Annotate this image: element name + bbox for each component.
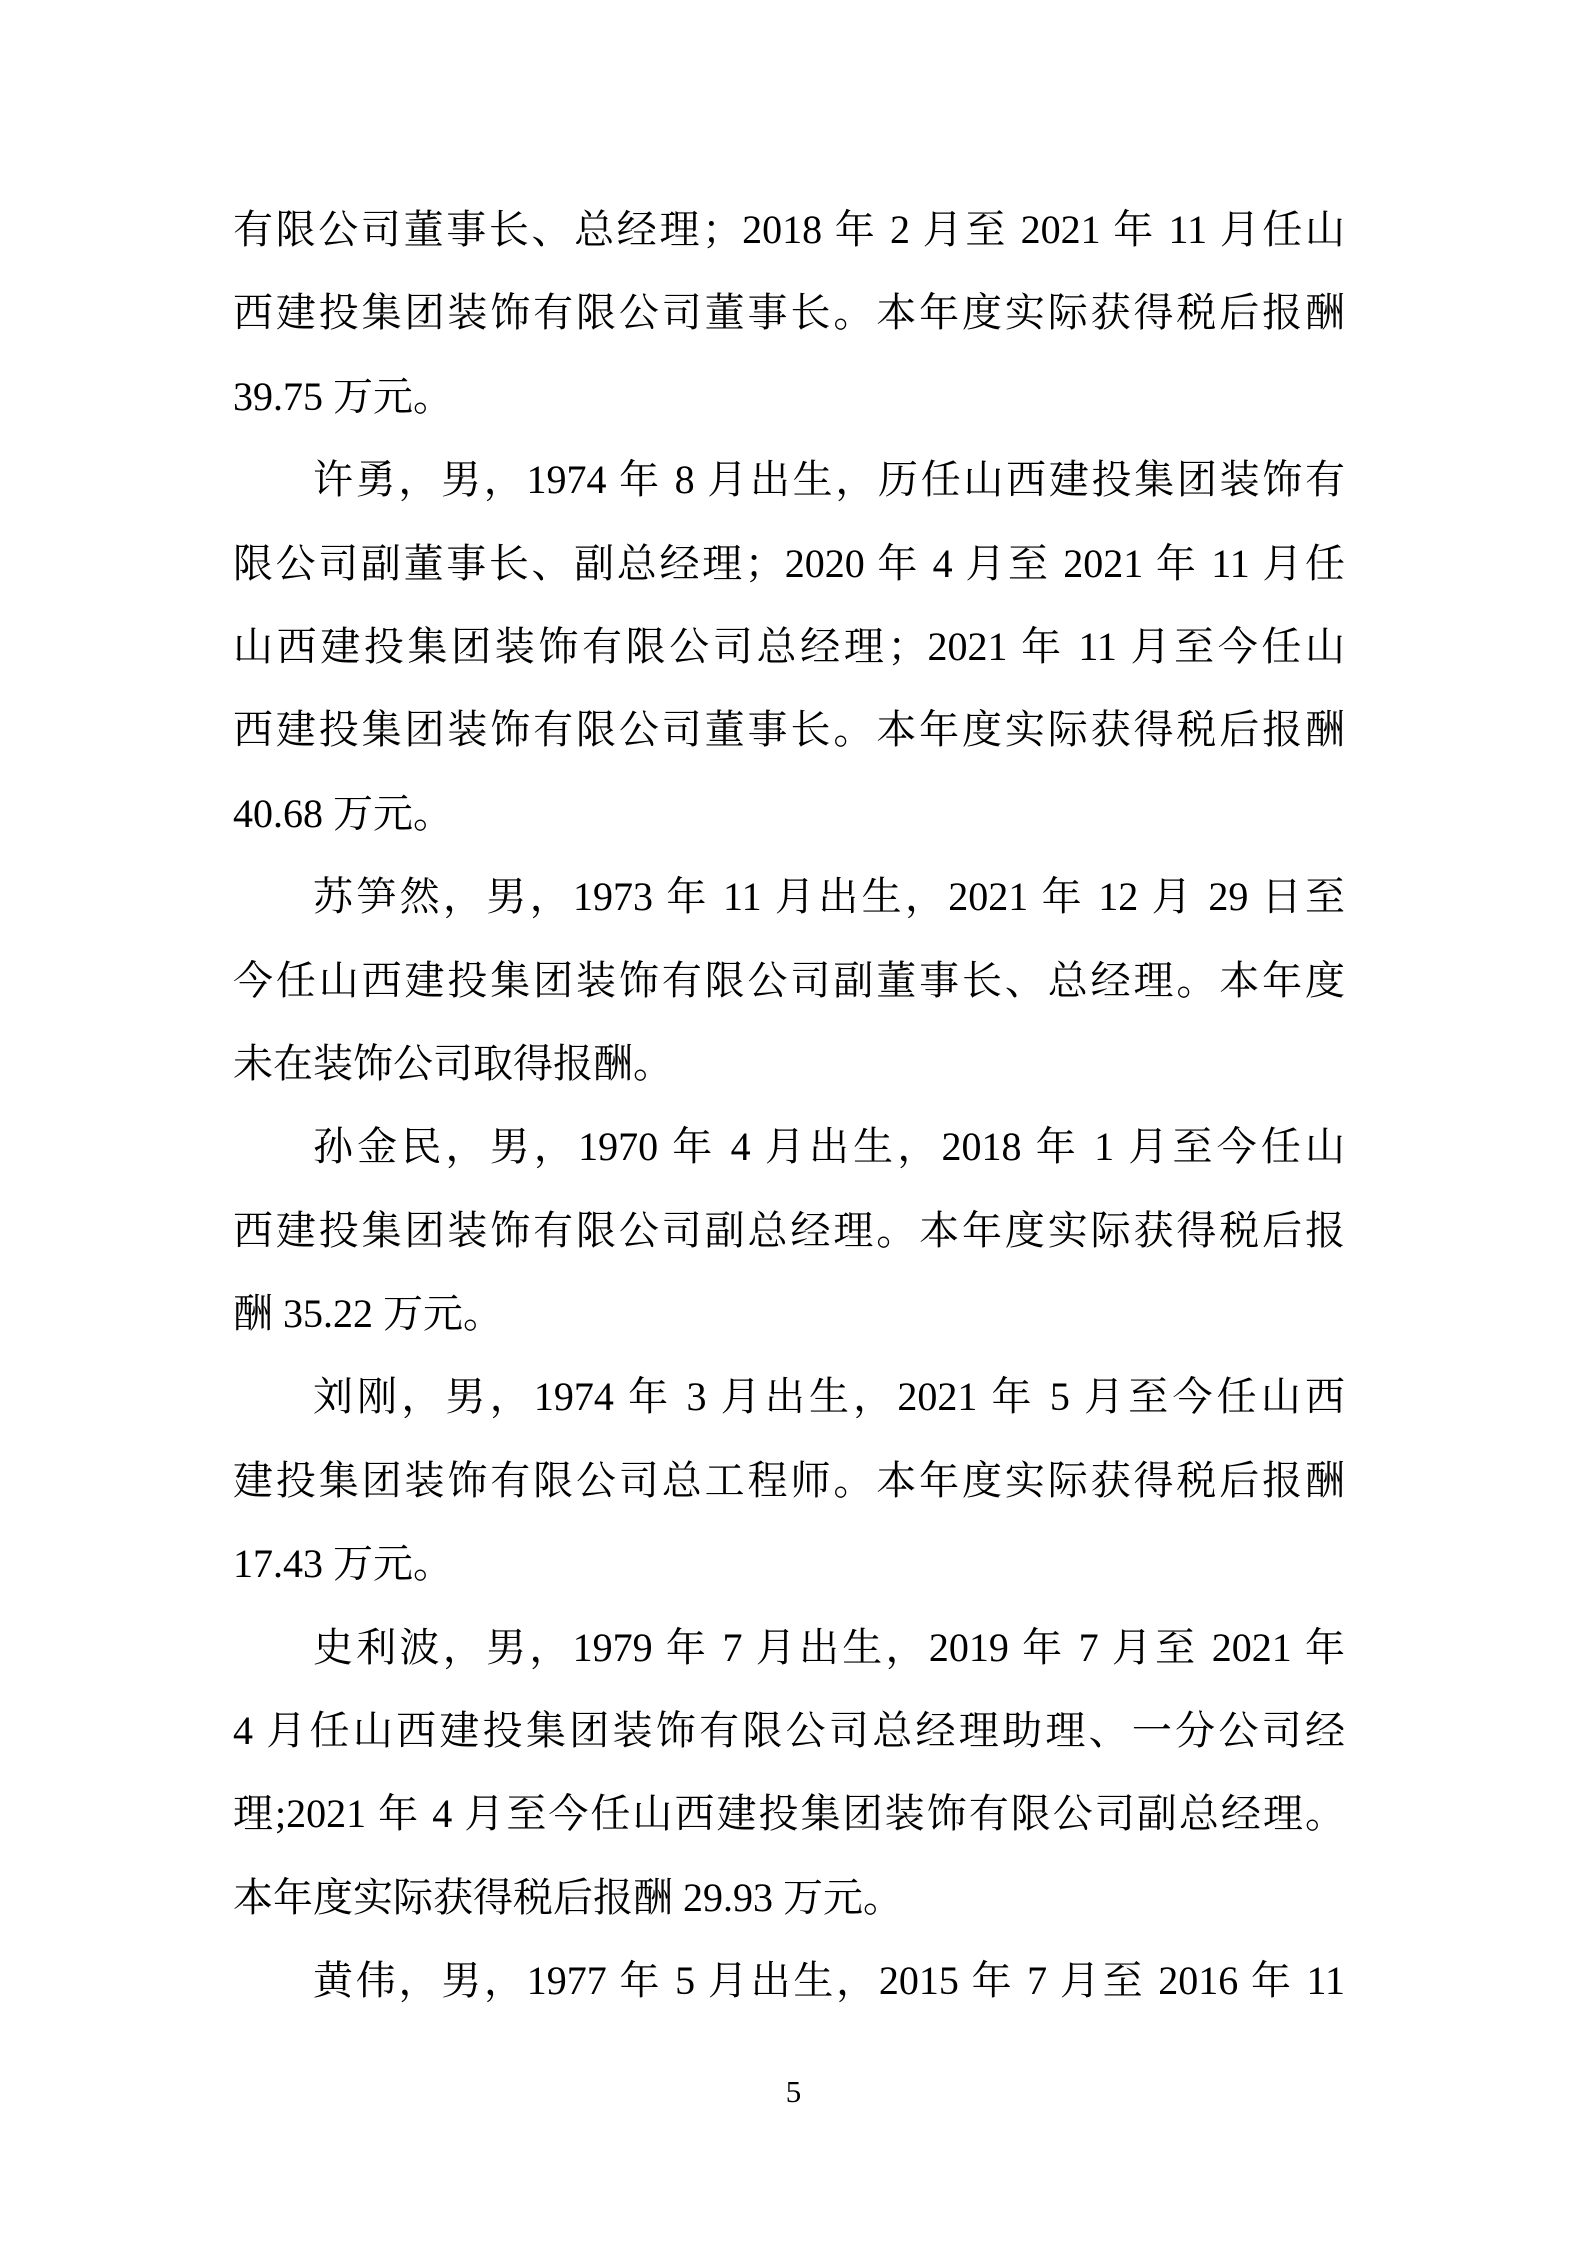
text-line: 4 月任山西建投集团装饰有限公司总经理助理、一分公司经: [233, 1708, 1345, 1754]
text-line: 限公司副董事长、副总经理；2020 年 4 月至 2021 年 11 月任: [233, 540, 1345, 586]
text-line: 39.75 万元。: [233, 373, 453, 419]
text-line: 许勇，男，1974 年 8 月出生，历任山西建投集团装饰有: [313, 457, 1345, 503]
text-line: 山西建投集团装饰有限公司总经理；2021 年 11 月至今任山: [233, 623, 1345, 669]
text-line: 孙金民，男，1970 年 4 月出生，2018 年 1 月至今任山: [313, 1124, 1345, 1170]
text-line: 西建投集团装饰有限公司董事长。本年度实际获得税后报酬: [233, 707, 1345, 753]
text-line: 黄伟，男，1977 年 5 月出生，2015 年 7 月至 2016 年 11: [313, 1958, 1345, 2004]
text-line: 刘刚，男，1974 年 3 月出生，2021 年 5 月至今任山西: [313, 1374, 1345, 1420]
text-line: 未在装饰公司取得报酬。: [233, 1040, 673, 1086]
text-line: 今任山西建投集团装饰有限公司副董事长、总经理。本年度: [233, 957, 1345, 1003]
text-line: 酬 35.22 万元。: [233, 1291, 503, 1337]
document-body: [233, 188, 1345, 2023]
text-line: 苏笋然，男，1973 年 11 月出生，2021 年 12 月 29 日至: [313, 874, 1345, 920]
text-line: 西建投集团装饰有限公司董事长。本年度实际获得税后报酬: [233, 290, 1345, 336]
page-number: 5: [785, 2074, 802, 2109]
text-line: 建投集团装饰有限公司总工程师。本年度实际获得税后报酬: [233, 1457, 1345, 1503]
text-line: 40.68 万元。: [233, 790, 453, 836]
text-line: 有限公司董事长、总经理；2018 年 2 月至 2021 年 11 月任山: [233, 207, 1345, 252]
text-line: 史利波，男，1979 年 7 月出生，2019 年 7 月至 2021 年: [313, 1624, 1345, 1670]
text-line: 西建投集团装饰有限公司副总经理。本年度实际获得税后报: [233, 1207, 1345, 1253]
text-line: 17.43 万元。: [233, 1541, 453, 1587]
text-line: 本年度实际获得税后报酬 29.93 万元。: [233, 1874, 903, 1920]
text-line: 理;2021 年 4 月至今任山西建投集团装饰有限公司副总经理。: [233, 1791, 1345, 1837]
